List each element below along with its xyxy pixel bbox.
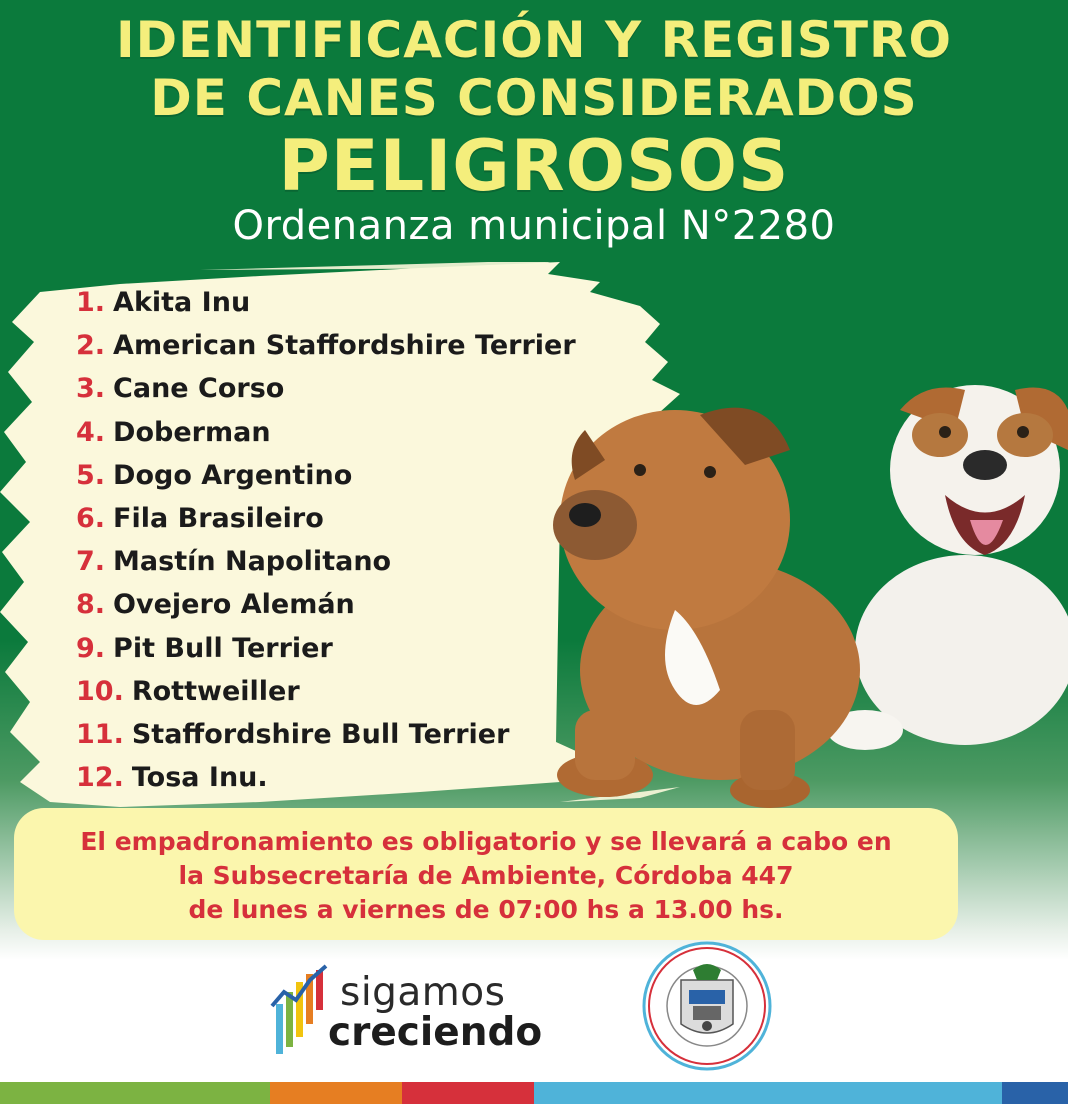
- breed-item: [76, 499, 576, 542]
- breed-name: Dogo Argentino: [113, 459, 353, 491]
- breed-name: American Staffordshire Terrier: [113, 330, 576, 362]
- logo-word-sigamos: sigamos: [340, 970, 506, 1015]
- breed-number: 6.: [76, 502, 106, 534]
- breed-item: [76, 672, 576, 715]
- white-dog-icon: [827, 385, 1068, 750]
- breed-number: 8.: [76, 589, 106, 621]
- title-line-2: DE CANES CONSIDERADOS: [150, 69, 918, 127]
- breed-name: Rottweiller: [131, 675, 300, 707]
- stripe-lightblue: [534, 1082, 1002, 1104]
- title-line-1: IDENTIFICACIÓN Y REGISTRO: [115, 11, 953, 69]
- stripe-blue: [1002, 1082, 1068, 1104]
- breed-number: 12.: [76, 762, 124, 794]
- registration-notice: [14, 808, 958, 940]
- breed-item: [76, 369, 576, 412]
- breed-number: 2.: [76, 330, 106, 362]
- breed-name: Mastín Napolitano: [113, 546, 392, 578]
- notice-line-1: El empadronamiento es obligatorio y se llevará a cabo en: [80, 827, 892, 856]
- brown-dog-icon: [553, 408, 860, 808]
- breed-name: Tosa Inu.: [131, 762, 268, 794]
- logo-word-creciendo: creciendo: [328, 1010, 543, 1055]
- breed-item: [76, 758, 576, 801]
- stripe-orange: [270, 1082, 402, 1104]
- breed-item: [76, 629, 576, 672]
- breed-number: 4.: [76, 416, 106, 448]
- subtitle: Ordenanza municipal N°2280: [232, 203, 836, 249]
- breed-name: Akita Inu: [113, 287, 251, 318]
- breed-number: 5.: [76, 459, 106, 491]
- stripe-green: [0, 1082, 270, 1104]
- breed-number: 1.: [76, 287, 106, 318]
- breed-name: Pit Bull Terrier: [113, 632, 333, 664]
- notice-line-2: la Subsecretaría de Ambiente, Córdoba 447: [178, 861, 794, 890]
- breed-item: [76, 715, 576, 758]
- notice-line-3: de lunes a viernes de 07:00 hs a 13.00 hs.: [188, 895, 784, 924]
- municipal-seal-icon: [641, 940, 773, 1072]
- bottom-color-stripe: [0, 1082, 1068, 1104]
- breed-number: 11.: [76, 718, 124, 750]
- breed-item: [76, 585, 576, 628]
- breed-item: [76, 456, 576, 499]
- breed-number: 3.: [76, 373, 106, 405]
- breed-item: [76, 326, 576, 369]
- two-dogs-illustration: [545, 370, 1068, 814]
- breed-number: 7.: [76, 546, 106, 578]
- breed-number: 9.: [76, 632, 106, 664]
- breed-list: [76, 283, 576, 801]
- breed-item: [76, 283, 576, 326]
- breed-item: [76, 413, 576, 456]
- breed-name: Ovejero Alemán: [113, 589, 355, 621]
- breed-name: Fila Brasileiro: [113, 502, 324, 534]
- breed-name: Staffordshire Bull Terrier: [131, 718, 510, 750]
- stripe-red: [402, 1082, 534, 1104]
- title-line-3: PELIGROSOS: [278, 125, 790, 207]
- sigamos-creciendo-logo: [270, 964, 570, 1059]
- breed-name: Cane Corso: [113, 373, 285, 405]
- breed-item: [76, 542, 576, 585]
- breed-name: Doberman: [113, 416, 271, 448]
- breed-number: 10.: [76, 675, 124, 707]
